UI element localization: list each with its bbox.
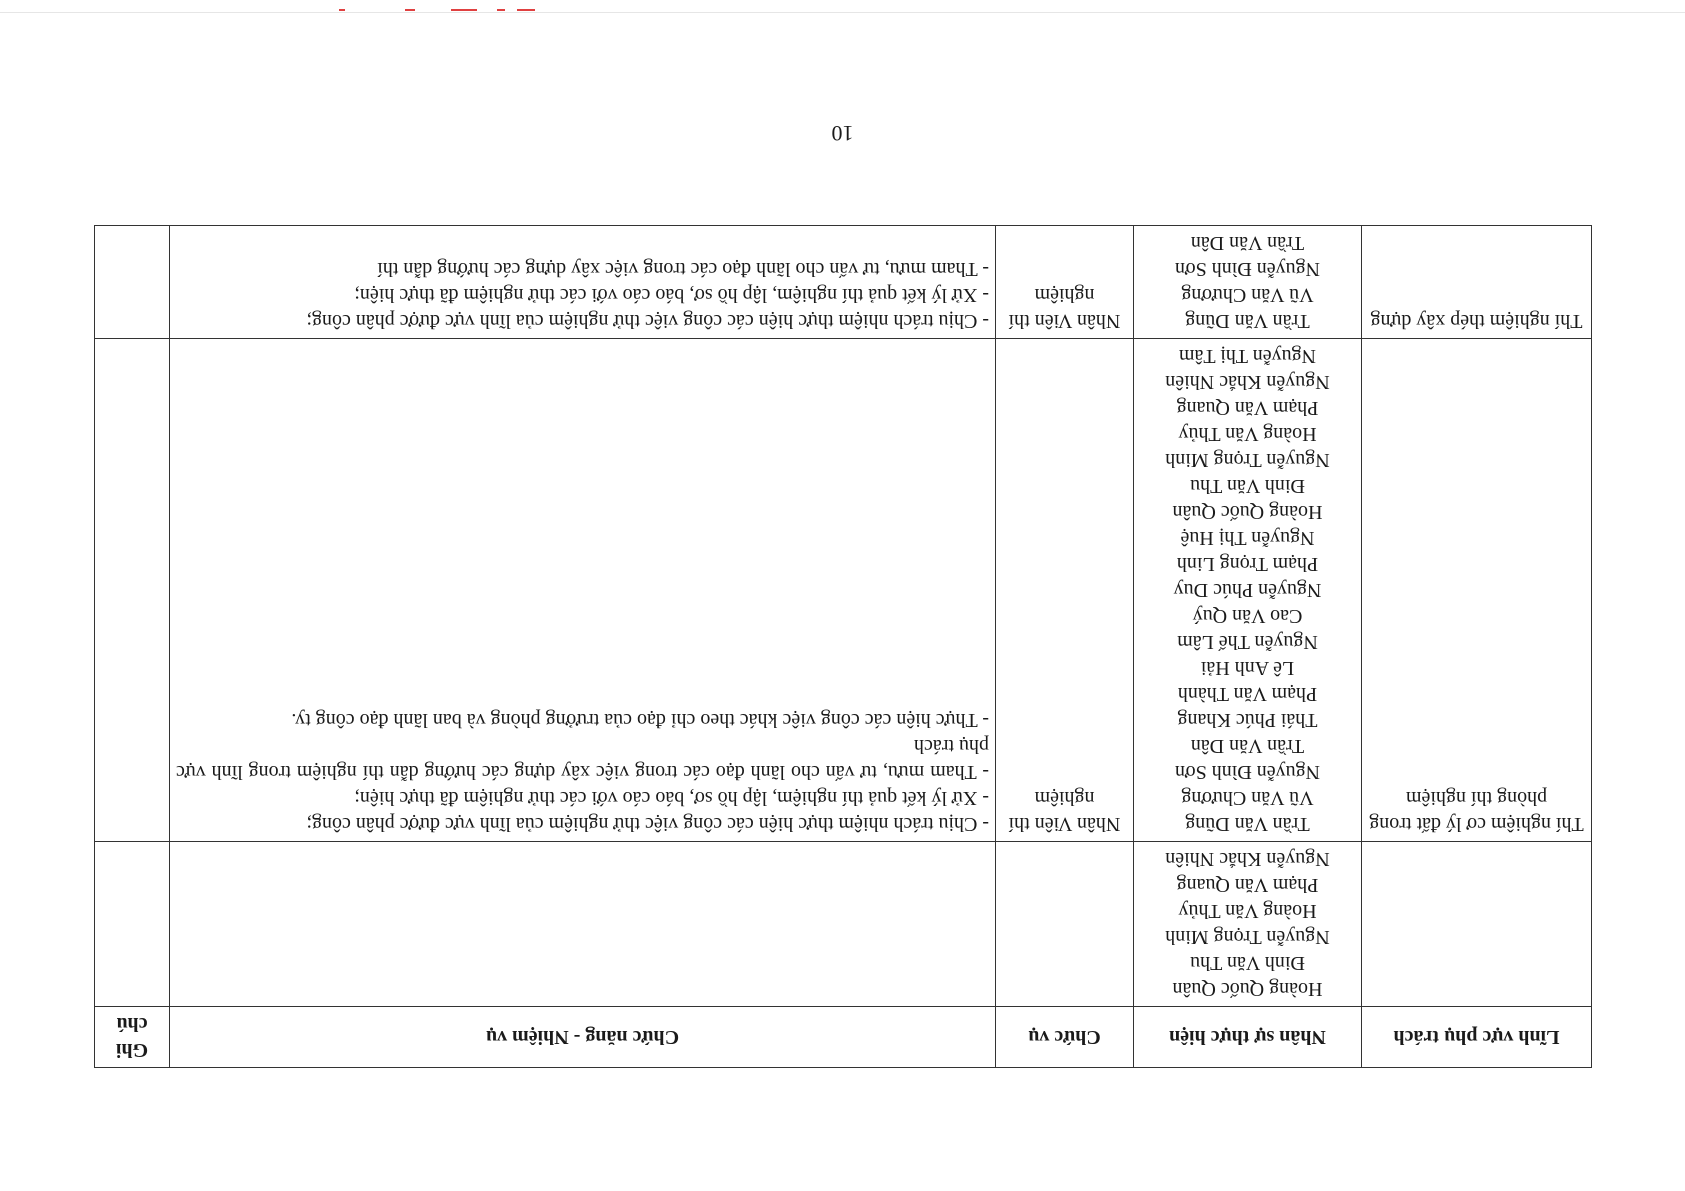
red-stamp-fragment [275, 4, 535, 14]
page-number: 10 [831, 121, 854, 146]
personnel-cell [1134, 842, 1362, 1007]
personnel-cell [1134, 339, 1362, 842]
personnel-cell [1134, 226, 1362, 339]
personnel-name: Trần Văn Dân [1190, 232, 1305, 254]
duty-item: - Chịu trách nhiệm thực hiện các công việc thử nghiệm của lĩnh vực được phân công; [306, 813, 989, 835]
personnel-name: Phạm Văn Quang [1176, 874, 1319, 896]
personnel-name: Nguyễn Đình Sơn [1174, 258, 1321, 280]
personnel-name: Nguyễn Thị Tâm [1178, 345, 1317, 367]
position-cell [996, 842, 1134, 1007]
note-cell [95, 842, 170, 1007]
personnel-name: Phạm Văn Thành [1177, 683, 1318, 705]
field-cell: Thí nghiệm thép xây dựng [1362, 226, 1592, 339]
personnel-name: Hoàng Quốc Quân [1172, 978, 1323, 1000]
personnel-name: Phạm Trọng Linh [1176, 553, 1319, 575]
table-row [95, 842, 1592, 1007]
personnel-name: Nguyễn Trọng Minh [1165, 926, 1330, 948]
duty-item: - Xử lý kết quả thí nghiệm, lập hồ sơ, báo cáo với các thử nghiệm đã thực hiện; [354, 284, 989, 306]
personnel-name: Cao Văn Quý [1192, 605, 1303, 627]
personnel-name: Nguyễn Thế Lâm [1177, 631, 1318, 653]
table-row [95, 226, 1592, 339]
field-cell: Thí nghiệm cơ lý đất trong phòng thí nghiệm [1362, 339, 1592, 842]
header-note: Ghi chú [95, 1007, 170, 1068]
header-position: Chức vụ [996, 1007, 1134, 1068]
personnel-name: Nguyễn Trọng Minh [1165, 449, 1330, 471]
personnel-name: Hoàng Văn Thủy [1178, 900, 1317, 922]
table-header-row [95, 1007, 1592, 1068]
personnel-name: Thái Phúc Khang [1177, 709, 1318, 731]
personnel-name: Phạm Văn Quang [1176, 397, 1319, 419]
header-field: Lĩnh vực phụ trách [1362, 1007, 1592, 1068]
duties-cell [170, 226, 996, 339]
personnel-name: Trần Văn Dũng [1185, 813, 1310, 835]
position-cell: Nhân Viên thí nghiệm [996, 226, 1134, 339]
field-cell [1362, 842, 1592, 1007]
personnel-name: Vũ Văn Chương [1181, 787, 1314, 809]
personnel-name: Vũ Văn Chương [1181, 284, 1314, 306]
personnel-name: Hoàng Văn Thủy [1178, 423, 1317, 445]
personnel-name: Nguyễn Đình Sơn [1174, 761, 1321, 783]
header-function: Chức năng - Nhiệm vụ [170, 1007, 996, 1068]
duty-item: - Tham mưu, tư vấn cho lãnh đạo các trong việc xây dựng các hướng dẫn thí [377, 258, 989, 280]
personnel-name: Lê Anh Hải [1200, 657, 1295, 679]
assignment-table [94, 225, 1592, 1068]
personnel-name: Nguyễn Phúc Duy [1173, 579, 1322, 601]
table-row [95, 339, 1592, 842]
duty-item: - Chịu trách nhiệm thực hiện các công việc thử nghiệm của lĩnh vực được phân công; [306, 310, 989, 332]
personnel-name: Nguyễn Khắc Nhiên [1165, 371, 1330, 393]
personnel-name: Nguyễn Thị Huệ [1180, 527, 1315, 549]
personnel-name: Hoàng Quốc Quân [1172, 501, 1323, 523]
header-personnel: Nhân sự thực hiện [1134, 1007, 1362, 1068]
note-cell [95, 226, 170, 339]
personnel-name: Đinh Văn Thu [1190, 952, 1305, 974]
duties-cell [170, 842, 996, 1007]
note-cell [95, 339, 170, 842]
personnel-name: Nguyễn Khắc Nhiên [1165, 848, 1330, 870]
scan-edge-line [0, 12, 1685, 13]
personnel-name: Trần Văn Dân [1190, 735, 1305, 757]
duties-cell [170, 339, 996, 842]
duty-item: - Xử lý kết quả thí nghiệm, lập hồ sơ, báo cáo với các thử nghiệm đã thực hiện; [354, 787, 989, 809]
personnel-name: Trần Văn Dũng [1185, 310, 1310, 332]
duty-item: - Tham mưu, tư vấn cho lãnh đạo các trong việc xây dựng các hướng dẫn thí nghiệm trong lĩnh vực phụ trách [176, 735, 989, 783]
personnel-name: Đinh Văn Thu [1190, 475, 1305, 497]
duty-item: - Thực hiện các công việc khác theo chỉ đạo của trưởng phòng và ban lãnh đạo công ty. [291, 709, 989, 731]
position-cell: Nhân Viên thí nghiệm [996, 339, 1134, 842]
